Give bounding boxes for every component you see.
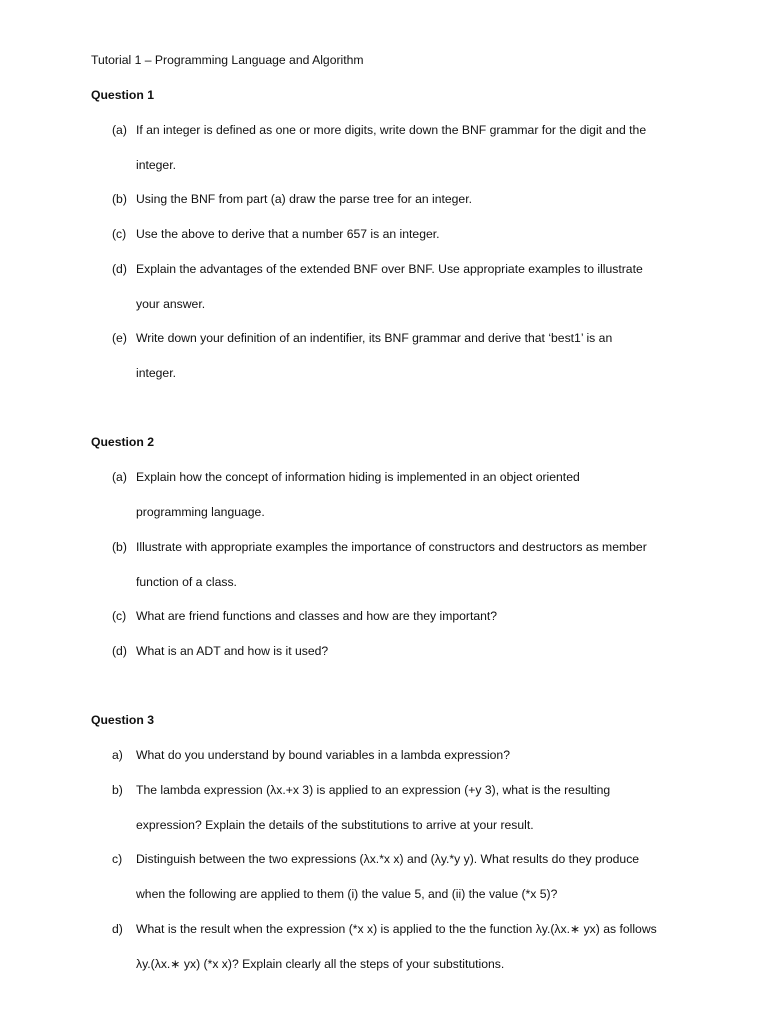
tutorial-title: Tutorial 1 – Programming Language and Algorithm: [91, 53, 364, 67]
item-label: (b): [112, 540, 127, 554]
item-label: (e): [112, 331, 127, 345]
item-text-line: If an integer is defined as one or more digits, write down the BNF grammar for the digit and the: [136, 123, 647, 137]
item-text-line: Illustrate with appropriate examples the importance of constructors and destructors as member: [136, 540, 647, 554]
item-text-line: programming language.: [136, 505, 265, 519]
item-label: c): [112, 852, 123, 866]
item-text-line: your answer.: [136, 297, 206, 311]
item-text-line: What is the result when the expression (*x x) is applied to the the function λy.(λx.∗ yx) as follows: [136, 922, 657, 936]
item-text-line: when the following are applied to them (i) the value 5, and (ii) the value (*x 5)?: [136, 887, 558, 901]
item-text-line: Write down your definition of an indentifier, its BNF grammar and derive that ‘best1’ is an: [136, 331, 613, 345]
item-label: (c): [112, 609, 127, 623]
item-label: d): [112, 922, 123, 936]
item-text-line: Explain how the concept of information hiding is implemented in an object oriented: [136, 470, 580, 484]
item-text-line: The lambda expression (λx.+x 3) is applied to an expression (+y 3), what is the resulting: [136, 783, 611, 797]
item-label: a): [112, 748, 123, 762]
item-text-line: Using the BNF from part (a) draw the parse tree for an integer.: [136, 192, 472, 206]
item-text-line: integer.: [136, 158, 176, 172]
item-label: (c): [112, 227, 127, 241]
question-1-heading: Question 1: [91, 88, 154, 102]
item-label: (a): [112, 470, 127, 484]
item-text-line: What do you understand by bound variables in a lambda expression?: [136, 748, 510, 762]
item-text-line: What is an ADT and how is it used?: [136, 644, 329, 658]
item-text-line: function of a class.: [136, 575, 237, 589]
item-label: (b): [112, 192, 127, 206]
item-label: b): [112, 783, 123, 797]
item-label: (a): [112, 123, 127, 137]
item-text-line: Explain the advantages of the extended BNF over BNF. Use appropriate examples to illustrate: [136, 262, 643, 276]
question-2-heading: Question 2: [91, 435, 154, 449]
item-text-line: Use the above to derive that a number 657 is an integer.: [136, 227, 440, 241]
item-text-line: Distinguish between the two expressions (λx.*x x) and (λy.*y y). What results do they produce: [136, 852, 640, 866]
item-text-line: λy.(λx.∗ yx) (*x x)? Explain clearly all the steps of your substitutions.: [136, 957, 505, 971]
question-3-heading: Question 3: [91, 713, 154, 727]
item-label: (d): [112, 262, 127, 276]
item-label: (d): [112, 644, 127, 658]
item-text-line: integer.: [136, 366, 176, 380]
item-text-line: What are friend functions and classes and how are they important?: [136, 609, 498, 623]
item-text-line: expression? Explain the details of the substitutions to arrive at your result.: [136, 818, 534, 832]
